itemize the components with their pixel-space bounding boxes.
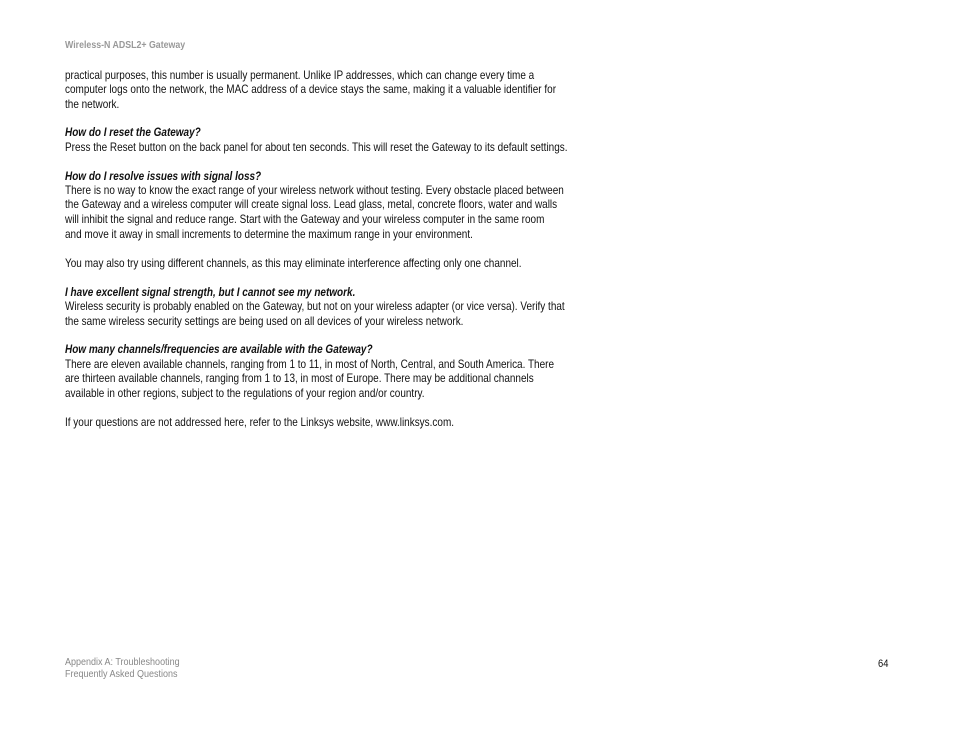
faq-question: How do I resolve issues with signal loss? [65,170,262,183]
body-line: computer logs onto the network, the MAC address of a device stays the same, making it a valuable identifier for [65,83,557,96]
faq-question: How many channels/frequencies are available with the Gateway? [65,343,373,356]
faq-answer: available in other regions, subject to the regulations of your region and/or country. [65,387,425,400]
faq-answer: You may also try using different channels, as this may eliminate interference affecting only one channel. [65,257,522,270]
footer-subsection: Frequently Asked Questions [65,669,178,680]
faq-answer: There are eleven available channels, ranging from 1 to 11, in most of North, Central, and South America. There [65,358,555,371]
faq-question: I have excellent signal strength, but I cannot see my network. [65,286,356,299]
faq-question: How do I reset the Gateway? [65,126,201,139]
page-number: 64 [878,658,889,670]
faq-answer: and move it away in small increments to determine the maximum range in your environment. [65,228,473,241]
body-line: the network. [65,98,120,111]
faq-answer: the same wireless security settings are being used on all devices of your wireless network. [65,315,464,328]
footer-section: Appendix A: Troubleshooting [65,657,180,668]
body-line: practical purposes, this number is usually permanent. Unlike IP addresses, which can change every time a [65,69,535,82]
faq-answer: Press the Reset button on the back panel for about ten seconds. This will reset the Gateway to its default settings. [65,141,568,154]
faq-answer: will inhibit the signal and reduce range. Start with the Gateway and your wireless computer in the same room [65,213,545,226]
faq-answer: are thirteen available channels, ranging from 1 to 13, in most of Europe. There may be additional channels [65,372,534,385]
faq-answer: Wireless security is probably enabled on the Gateway, but not on your wireless adapter (or vice versa). Verify that [65,300,565,313]
faq-answer: the Gateway and a wireless computer will create signal loss. Lead glass, metal, concrete floors, water and walls [65,198,558,211]
closing-text: If your questions are not addressed here, refer to the Linksys website, www.linksys.com. [65,416,455,429]
faq-answer: There is no way to know the exact range of your wireless network without testing. Every obstacle placed between [65,184,564,197]
running-header: Wireless-N ADSL2+ Gateway [65,40,186,51]
